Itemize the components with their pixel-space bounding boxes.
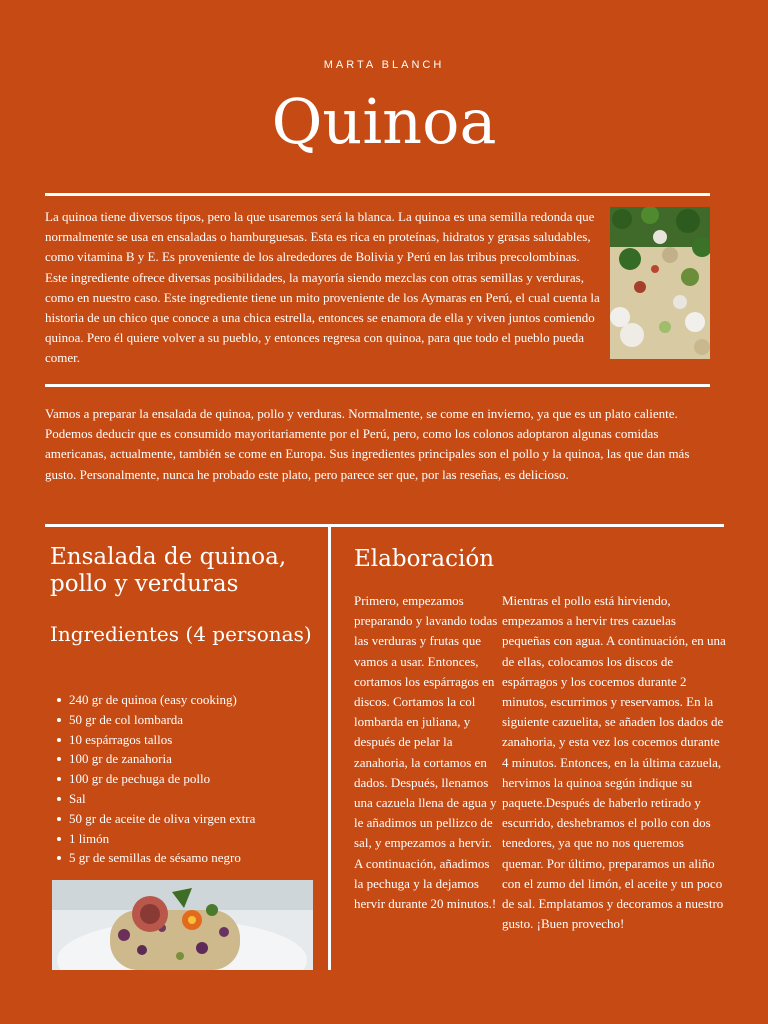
ingredient-item: 1 limón <box>50 829 320 849</box>
ingredient-item: 100 gr de pechuga de pollo <box>50 769 320 789</box>
page-title: Quinoa <box>271 85 497 158</box>
ingredients-list <box>50 690 320 868</box>
ingredients-title: Ingredientes (4 personas) <box>50 622 312 646</box>
plated-salad-photo <box>52 880 313 970</box>
ingredient-item: 5 gr de semillas de sésamo negro <box>50 848 320 868</box>
quinoa-salad-photo <box>610 207 710 359</box>
ingredient-item: 50 gr de col lombarda <box>50 710 320 730</box>
ingredient-item: 50 gr de aceite de oliva virgen extra <box>50 809 320 829</box>
divider-middle <box>45 384 710 387</box>
ingredient-item: Sal <box>50 789 320 809</box>
ingredient-item: 240 gr de quinoa (easy cooking) <box>50 690 320 710</box>
ingredient-item: 10 espárragos tallos <box>50 730 320 750</box>
intro-paragraph: La quinoa tiene diversos tipos, pero la que usaremos será la blanca. La quinoa es una semilla redonda que normalmente se usa en ensaladas o hamburguesas. Esta es rica en proteínas, hidratos y grasas saludables, como vitamina B y E. Es proveniente de los alrededores de Bolivia y Perú en las tribus precolombinas. Este ingrediente ofrece diversas posibilidades, la mayoría siendo mezclas con otras semillas y verduras, como en nuestro caso. Este ingrediente tiene un mito proveniente de los Aymaras en Perú, el cual cuenta la historia de un chico que conoce a una chica estrella, entonces se enamora de ella y viven juntos comiendo quinoa. Pero él quiere volver a su pueblo, y entonces regresa con quinoa, para que todo el pueblo pueda comer. <box>45 209 600 366</box>
elaboration-column-2: Mientras el pollo está hirviendo, empezamos a hervir tres cazuelas pequeñas con agua. A continuación, en una de ellas, colocamos los discos de espárragos y los cocemos durante 2 minutos, escurrimos y reservamos. En la siguiente cazuelita, se añaden los dados de zanahoria, y esta vez los cocemos durante 4 minutos. Entonces, en la última cazuela, hervimos la quinoa según indique su paquete.Después de haberlo retirado y escurrido, deshebramos el pollo con dos tenedores, ya que no nos queremos quemar. Por último, preparamos un aliño con el zumo del limón, el aceite y un poco de sal. Emplatamos y decoramos a nuestro gusto. ¡Buen provecho! <box>502 593 726 932</box>
divider-section <box>45 524 724 527</box>
ingredient-item: 100 gr de zanahoria <box>50 749 320 769</box>
column-divider <box>328 526 331 970</box>
dish-description: Vamos a preparar la ensalada de quinoa, pollo y verduras. Normalmente, se come en invierno, ya que es un plato caliente. Podemos deducir que es consumido mayoritariamente por el Perú, pero, como los colonos adoptaron algunas comidas americanas, actualmente, también se come en Europa. Sus ingredientes principales son el pollo y la quinoa, las que dan más gusto. Personalmente, nunca he probado este plato, pero parece ser que, por las reseñas, es delicioso. <box>45 406 690 482</box>
divider-top <box>45 193 710 196</box>
elaboration-column-1: Primero, empezamos preparando y lavando todas las verduras y frutas que vamos a usar. Entonces, cortamos los espárragos en discos. Cortamos la col lombarda en juliana, y después de pelar la zanahoria, la cortamos en dados. Después, llenamos una cazuela llena de agua y le añadimos un pellizco de sal, y empezamos a hervir. A continuación, añadimos la pechuga y la dejamos hervir durante 20 minutos.! <box>354 593 498 912</box>
elaboration-title: Elaboración <box>354 546 495 572</box>
author-name: MARTA BLANCH <box>323 59 445 71</box>
recipe-title: Ensalada de quinoa, pollo y verduras <box>50 544 287 597</box>
